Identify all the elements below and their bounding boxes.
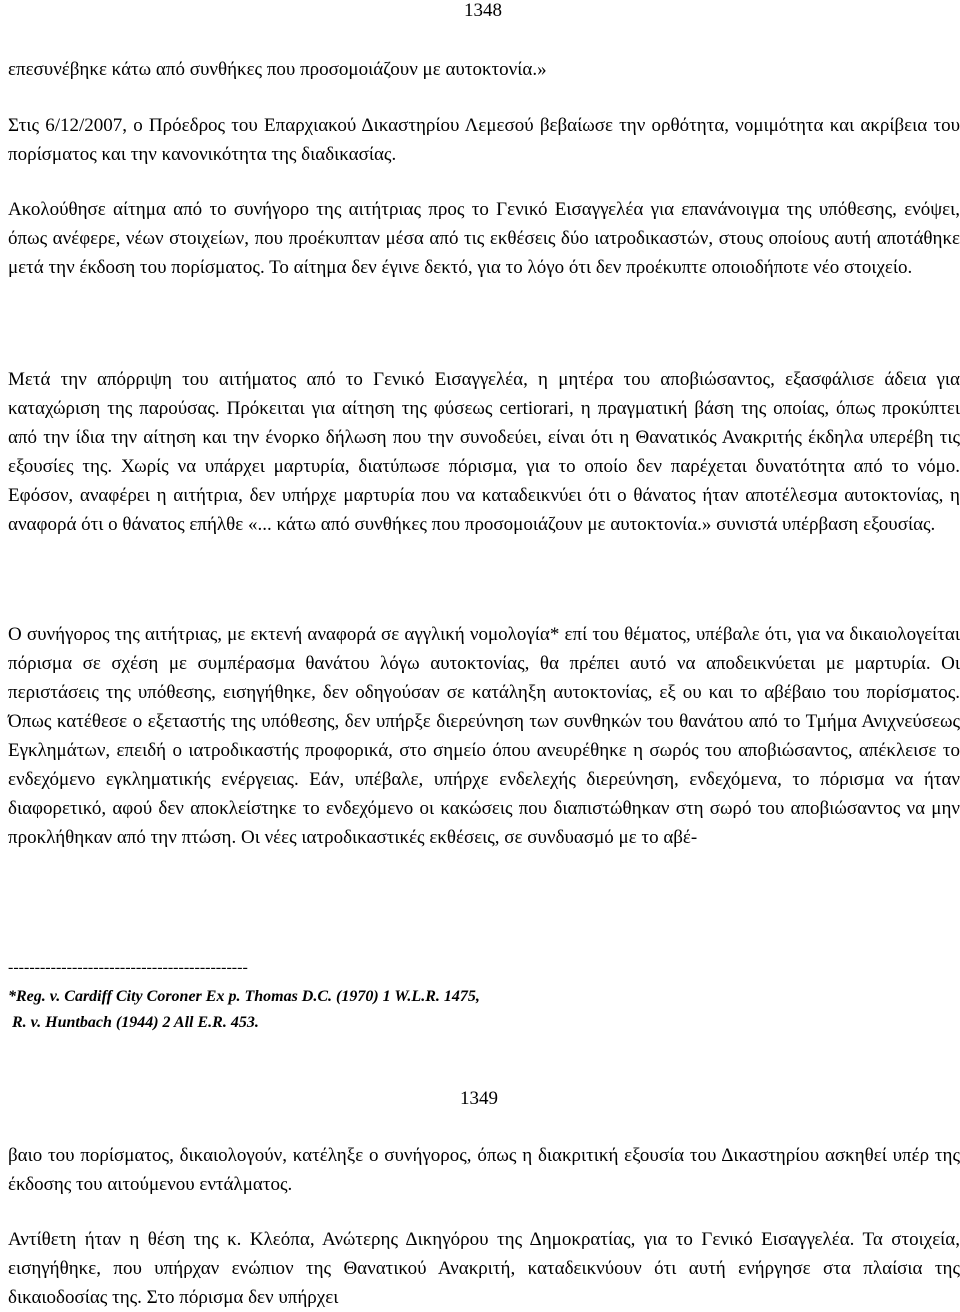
paragraph-2: Στις 6/12/2007, ο Πρόεδρος του Επαρχιακού Δικαστηρίου Λεμεσού βεβαίωσε την ορθότητα, νομιμότητα και ακρίβεια του πορίσματος και την κανονικότητα της διαδικασίας.	[8, 115, 960, 165]
footnote-1: *Reg. v. Cardiff City Coroner Ex p. Thomas D.C. (1970) 1 W.L.R. 1475,	[8, 988, 480, 1005]
paragraph-3: Ακολούθησε αίτημα από το συνήγορο της αιτήτριας προς το Γενικό Εισαγγελέα για επανάνοιγμα της υπόθεσης, ενόψει, όπως ανέφερε, νέων στοιχείων, που προέκυπταν μέσα από τις εκθέσεις δύο ιατροδικαστών, στους οποίους αυτή αποτάθηκε μετά την έκδοση του πορίσματος. Το αίτημα δεν έγινε δεκτό, για το λόγο ότι δεν προέκυπτε οποιοδήποτε νέο στοιχείο.	[8, 199, 960, 278]
page-number-top: 1348	[464, 0, 502, 21]
footnote-separator: ---------------------------------------------	[8, 959, 248, 976]
paragraph-4: Μετά την απόρριψη του αιτήματος από το Γενικό Εισαγγελέα, η μητέρα του αποβιώσαντος, εξασφάλισε άδεια για καταχώριση της παρούσας. Πρόκειται για αίτηση της φύσεως certiorari, η πραγματική βάση της οποίας, όπως προκύπτει από την ίδια την αίτηση και την ένορκο δήλωση που την συνοδεύει, είναι ότι η Θανατικός Ανακριτής έκδηλα υπερέβη τις εξουσίες της. Χωρίς να υπάρχει μαρτυρία, διατύπωσε πόρισμα, για το οποίο δεν παρέχεται δυνατότητα από το νόμο. Εφόσον, αναφέρει η αιτήτρια, δεν υπήρχε μαρτυρία που να καταδεικνύει ότι ο θάνατος ήταν αποτέλεσμα αυτοκτονίας, η αναφορά ότι ο θάνατος επήλθε «... κάτω από συνθήκες που προσομοιάζουν με αυτοκτονία.» συνιστά υπέρβαση εξουσίας.	[8, 369, 960, 535]
paragraph-6: βαιο του πορίσματος, δικαιολογούν, κατέληξε ο συνήγορος, όπως η διακριτική εξουσία του Δικαστηρίου ασκηθεί υπέρ της έκδοσης του αιτούμενου εντάλματος.	[8, 1145, 960, 1195]
paragraph-7: Αντίθετη ήταν η θέση της κ. Κλεόπα, Ανώτερης Δικηγόρου της Δημοκρατίας, για το Γενικό Εισαγγελέα. Τα στοιχεία, εισηγήθηκε, που υπήρχαν ενώπιον της Θανατικού Ανακριτή, καταδεικνύουν ότι αυτή ενήργησε στα πλαίσια της δικαιοδοσίας της. Στο πόρισμα δεν υπήρχει	[8, 1229, 960, 1308]
footnote-2: R. v. Huntbach (1944) 2 All E.R. 453.	[12, 1014, 259, 1031]
page-number-bottom: 1349	[460, 1088, 498, 1109]
paragraph-1: επεσυνέβηκε κάτω από συνθήκες που προσομοιάζουν με αυτοκτονία.»	[8, 59, 547, 80]
paragraph-5: Ο συνήγορος της αιτήτριας, με εκτενή αναφορά σε αγγλική νομολογία* επί του θέματος, υπέβαλε ότι, για να δικαιολογείται πόρισμα σε σχέση με συμπέρασμα θανάτου λόγω αυτοκτονίας, θα πρέπει αυτό να αποδεικνύεται με μαρτυρία. Οι περιστάσεις της υπόθεσης, εισηγήθηκε, δεν οδηγούσαν σε κατάληξη αυτοκτονίας, εξ ου και το αβέβαιο του πορίσματος. Όπως κατέθεσε ο εξεταστής της υπόθεσης, δεν υπήρξε διερεύνηση των συνθηκών του θανάτου από το Τμήμα Ανιχνεύσεως Εγκλημάτων, επειδή ο ιατροδικαστής προφορικά, στο σημείο όπου ανευρέθηκε η σωρός του αποβιώσαντος, απέκλεισε το ενδεχόμενο εγκληματικής ενέργειας. Εάν, υπέβαλε, υπήρχε ενδελεχής διερεύνηση, ενδεχόμενα, το πόρισμα να ήταν διαφορετικό, αφού δεν αποκλείστηκε το ενδεχόμενο οι κακώσεις που διαπιστώθηκαν στη σωρό του αποβιώσαντος να μην προκλήθηκαν από την πτώση. Οι νέες ιατροδικαστικές εκθέσεις, σε συνδυασμό με το αβέ-	[8, 624, 960, 848]
